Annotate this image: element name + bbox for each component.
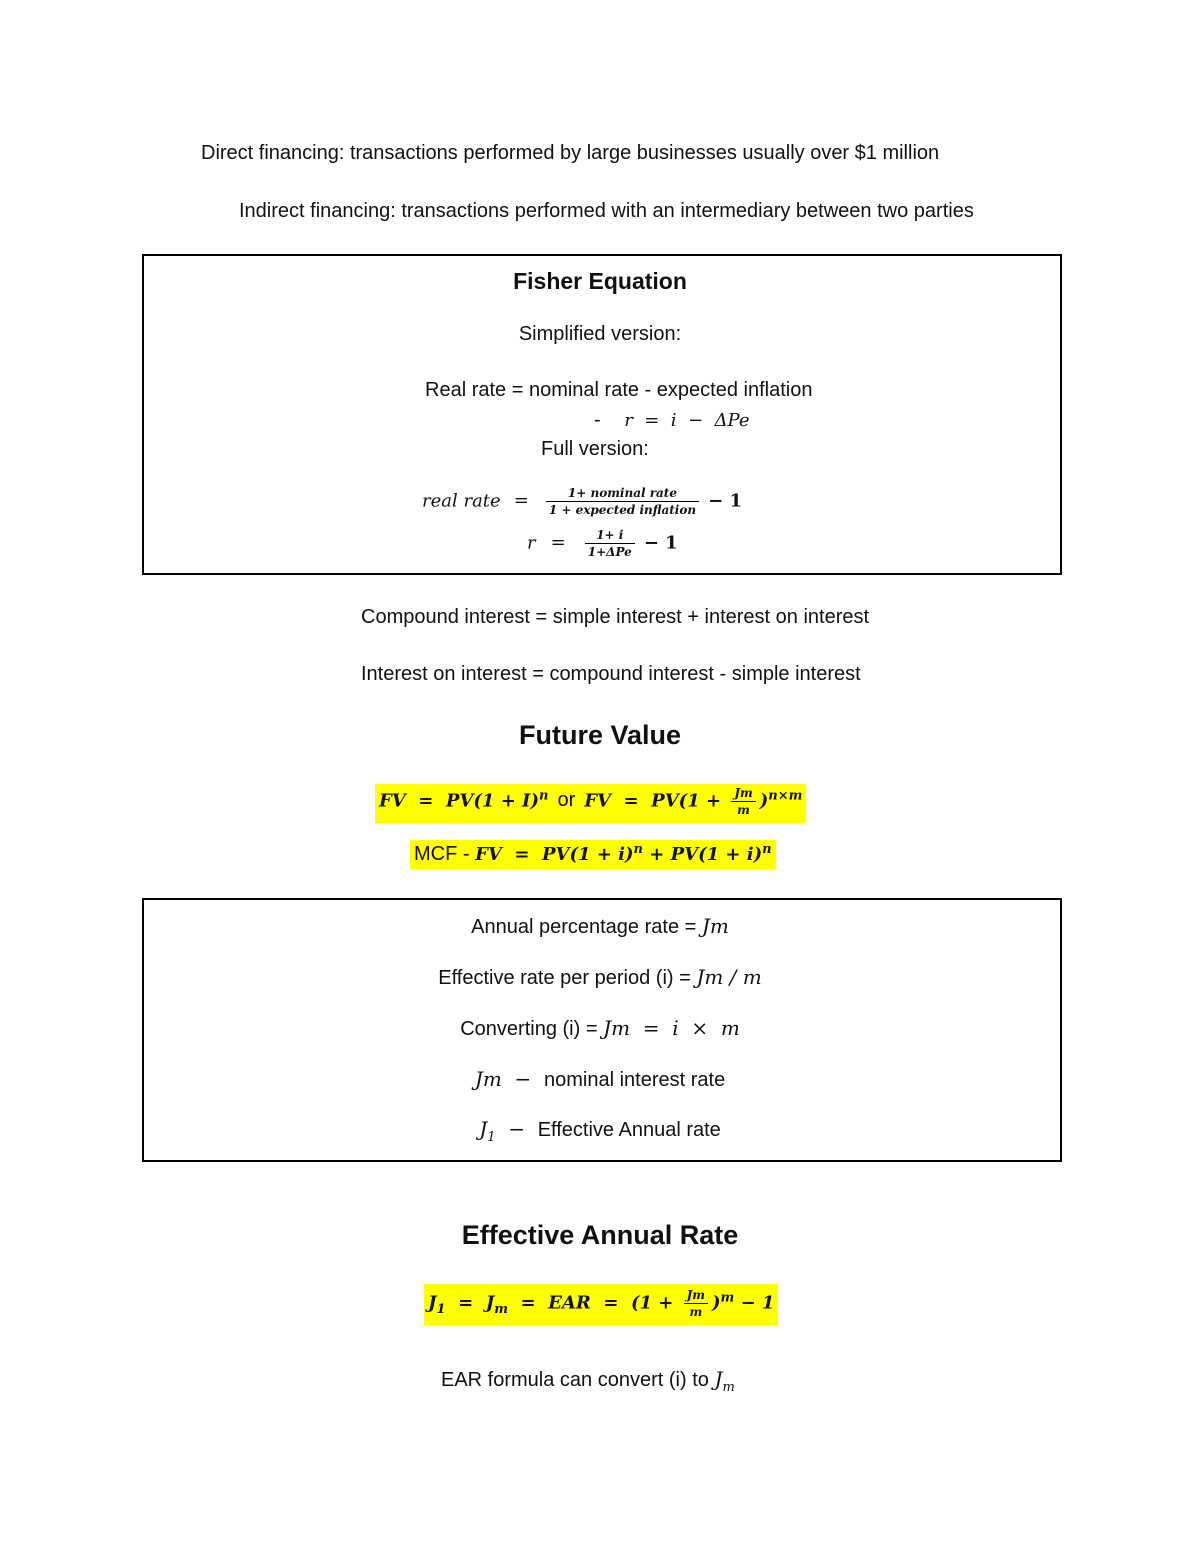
j1-dash: − xyxy=(495,1117,538,1141)
dash-bullet: - xyxy=(594,409,601,431)
simplified-label: Simplified version: xyxy=(518,323,682,345)
j1-sub: 1 xyxy=(487,1130,496,1145)
indirect-financing-text: Indirect financing: transactions performed with an intermediary between two parties xyxy=(239,200,974,222)
direct-financing-text: Direct financing: transactions performed by large businesses usually over $1 million xyxy=(201,142,940,164)
jm-math: Jm xyxy=(474,1067,502,1091)
apr-text: Annual percentage rate = xyxy=(471,916,702,938)
full-denominator: 1 + expected inflation xyxy=(548,503,697,517)
ear-frac-den: m xyxy=(689,1305,703,1319)
ear-note-text: EAR formula can convert (i) to xyxy=(441,1369,715,1391)
j1-text: Effective Annual rate xyxy=(537,1119,721,1141)
ear-minus-one: − 1 xyxy=(734,1292,775,1314)
interest-on-interest-text: Interest on interest = compound interest - simple interest xyxy=(361,663,861,685)
full-label: Full version: xyxy=(541,438,649,460)
effective-rate-line xyxy=(0,965,1200,990)
full-lhs: real rate xyxy=(422,490,501,512)
ear-ear: = EAR = (1 + xyxy=(508,1292,680,1314)
fisher-r-equation: r = $\frac{1+ i}{\text{1+ΔPe}}$ − 1 xyxy=(527,528,678,559)
simplified-text: Real rate = nominal rate - expected inflation xyxy=(425,379,813,401)
full-minus-one: − 1 xyxy=(708,490,742,512)
fv-frac-num: Jm xyxy=(731,786,755,802)
converting-line xyxy=(0,1016,1200,1041)
effective-rate-math: Jm / m xyxy=(696,965,762,989)
mcf-prefix: MCF - xyxy=(414,843,476,865)
ear-title: Effective Annual Rate xyxy=(461,1220,739,1250)
full-numerator: 1+ nominal rate xyxy=(546,486,699,502)
ear-sub1: 1 xyxy=(436,1301,446,1317)
fisher-simple-math: r = i − ΔPe xyxy=(624,410,750,431)
jm-definition-line xyxy=(0,1067,1200,1092)
ear-mid: = J xyxy=(445,1292,495,1314)
mcf-eq1: FV = PV(1 + i) xyxy=(475,844,634,865)
jm-text: nominal interest rate xyxy=(543,1069,726,1091)
fisher-full-equation: real rate = $\frac{\text{1+ nominal rate}}{\text{1 + expected inflation}}$ − 1 xyxy=(422,486,742,517)
r-fraction xyxy=(585,528,635,559)
r-numerator: 1+ i xyxy=(585,528,635,544)
compound-interest-text: Compound interest = simple interest + interest on interest xyxy=(361,606,870,628)
j1-definition-line xyxy=(0,1117,1200,1145)
fv-fraction xyxy=(731,786,755,817)
apr-line xyxy=(0,914,1200,939)
fv-eq-part1: FV = PV(1 + I) xyxy=(379,790,539,812)
simplified-equation xyxy=(594,409,750,432)
fv-eq-part2: FV = PV(1 + xyxy=(584,790,728,812)
r-minus-one: − 1 xyxy=(643,532,678,554)
r-lhs: r xyxy=(527,532,536,554)
j1-math: J xyxy=(479,1117,488,1141)
mcf-exp1: n xyxy=(633,842,643,857)
mcf-exp2: n xyxy=(762,842,772,857)
mcf-eq2: PV(1 + i) xyxy=(670,844,763,865)
future-value-title: Future Value xyxy=(518,720,682,750)
effective-rate-text: Effective rate per period (i) = xyxy=(438,967,697,989)
fv-equation xyxy=(375,784,806,823)
ear-note-line xyxy=(441,1367,735,1395)
fv-frac-den: m xyxy=(737,803,750,817)
full-fraction xyxy=(546,486,699,517)
apr-math: Jm xyxy=(701,914,729,938)
ear-lhs: J xyxy=(428,1292,437,1314)
fv-close: ) xyxy=(759,790,769,812)
ear-note-sub: m xyxy=(722,1380,735,1395)
fv-or: or xyxy=(557,789,576,812)
ear-fraction xyxy=(684,1288,708,1319)
jm-dash: − xyxy=(501,1067,544,1091)
mcf-plus: + xyxy=(642,844,671,865)
ear-frac-num: Jm xyxy=(684,1288,708,1304)
ear-exp-m: m xyxy=(720,1290,735,1306)
r-denominator: 1+ΔPe xyxy=(587,545,632,559)
ear-note-math: J xyxy=(714,1367,723,1391)
fv-exp-n: n xyxy=(539,788,549,804)
fv-exp-nm: n×m xyxy=(768,788,803,804)
mcf-equation xyxy=(410,840,776,869)
ear-equation xyxy=(424,1284,778,1325)
converting-math: Jm = i × m xyxy=(603,1016,740,1040)
converting-text: Converting (i) = xyxy=(460,1018,604,1040)
ear-subm: m xyxy=(494,1301,509,1317)
fisher-title: Fisher Equation xyxy=(513,268,687,294)
ear-close: ) xyxy=(712,1292,721,1314)
